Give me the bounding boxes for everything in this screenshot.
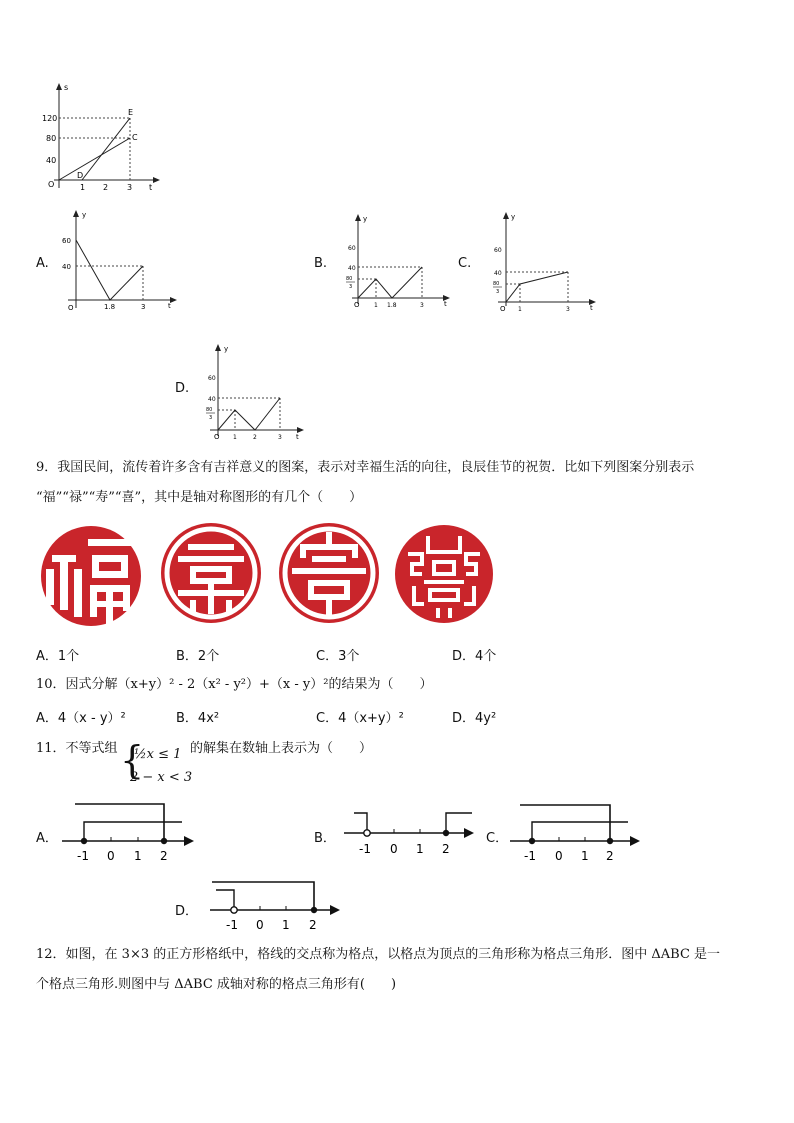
tick-1: 1 xyxy=(282,918,290,932)
q8-option-d-graph[interactable] xyxy=(196,342,308,442)
tick-3: 3 xyxy=(566,306,570,313)
tick-80-over-3-den: 3 xyxy=(349,284,353,290)
point-D: D xyxy=(77,171,84,180)
tick-60: 60 xyxy=(62,237,71,245)
tick-1: 1 xyxy=(134,849,142,863)
tick-80-over-3-num: 80 xyxy=(206,407,213,413)
q9-text-line1: 9．我国民间，流传着许多含有吉祥意义的图案，表示对幸福生活的向往，良辰佳节的祝贺．比如下列图案分别表示 xyxy=(36,460,695,475)
q12-text-line1: 12．如图，在 3×3 的正方形格纸中，格线的交点称为格点，以格点为顶点的三角形称为格点三角形．图中 ΔABC 是一 xyxy=(36,947,721,962)
tick-1: 1 xyxy=(416,842,424,856)
tick-1: 1 xyxy=(518,306,522,313)
t-axis-label: t xyxy=(296,433,299,441)
q11-option-d-label[interactable]: D． xyxy=(175,904,199,919)
q11-option-b-label[interactable]: B． xyxy=(314,831,336,846)
q8-option-a-graph[interactable] xyxy=(58,208,183,316)
tick-60: 60 xyxy=(348,245,356,252)
origin-label: O xyxy=(68,304,74,312)
tick-2: 2 xyxy=(442,842,450,856)
tick-80: 80 xyxy=(46,134,57,143)
q10-option-c[interactable]: C．4（x+y）² xyxy=(316,711,404,726)
tick-2: 2 xyxy=(253,434,257,441)
t-axis-label: t xyxy=(444,300,447,308)
tick-3: 3 xyxy=(420,302,424,309)
tick-neg1: -1 xyxy=(359,842,371,856)
origin-label: O xyxy=(214,433,220,441)
q11-ineq2: 2 − x < 3 xyxy=(130,770,193,785)
tick-60: 60 xyxy=(494,247,502,254)
t-axis-label: t xyxy=(590,304,593,312)
point-C: C xyxy=(132,133,138,142)
tick-60: 60 xyxy=(208,375,216,382)
tick-40: 40 xyxy=(348,265,356,272)
q8-main-graph xyxy=(34,80,164,195)
q11-option-b-numberline[interactable] xyxy=(338,808,480,860)
q8-option-a-label[interactable]: A. xyxy=(36,256,49,271)
tick-40: 40 xyxy=(62,263,71,271)
q8-option-b-graph[interactable] xyxy=(336,212,456,312)
q9-option-d[interactable]: D．4个 xyxy=(452,649,497,664)
tick-2: 2 xyxy=(606,849,614,863)
q11-prefix: 11．不等式组 xyxy=(36,741,118,756)
q9-option-c[interactable]: C．3个 xyxy=(316,649,360,664)
y-axis-label: y xyxy=(82,211,87,219)
t-axis-label: t xyxy=(149,183,153,192)
tick-3: 3 xyxy=(278,434,282,441)
tick-0: 0 xyxy=(555,849,563,863)
tick-1: 1 xyxy=(233,434,237,441)
tick-80-over-3-num: 80 xyxy=(493,281,500,287)
tick-2: 2 xyxy=(103,183,109,192)
tick-3: 3 xyxy=(141,303,146,311)
tick-120: 120 xyxy=(42,114,58,123)
tick-3: 3 xyxy=(127,183,133,192)
q12-text-line2: 个格点三角形.则图中与 ΔABC 成轴对称的格点三角形有( ) xyxy=(36,977,397,992)
tick-0: 0 xyxy=(107,849,115,863)
origin-label: O xyxy=(500,305,506,313)
q10-option-a[interactable]: A．4（x - y）² xyxy=(36,711,126,726)
s-axis-label: s xyxy=(64,83,69,92)
tick-1: 1 xyxy=(374,302,378,309)
origin-label: O xyxy=(354,301,360,309)
q9-text-line2: “福”“禄”“寿”“喜”，其中是轴对称图形的有几个（ ） xyxy=(36,490,363,505)
y-axis-label: y xyxy=(363,215,368,223)
tick-0: 0 xyxy=(256,918,264,932)
tick-40: 40 xyxy=(208,396,216,403)
origin-label: O xyxy=(48,180,55,189)
tick-0: 0 xyxy=(390,842,398,856)
emblem-xi xyxy=(394,524,494,624)
emblem-fu xyxy=(40,525,142,627)
q9-option-a[interactable]: A．1个 xyxy=(36,649,80,664)
q10-option-d[interactable]: D．4y² xyxy=(452,711,497,726)
point-E: E xyxy=(128,108,134,117)
q11-option-a-numberline[interactable] xyxy=(58,800,198,866)
q11-ineq1: ½x ≤ 1 xyxy=(134,747,182,762)
q8-option-d-label[interactable]: D. xyxy=(175,381,190,396)
tick-80-over-3-num: 80 xyxy=(346,276,353,282)
q11-option-d-numberline[interactable] xyxy=(206,876,346,936)
y-axis-label: y xyxy=(224,345,229,353)
tick-40: 40 xyxy=(46,156,57,165)
emblem-lu xyxy=(160,522,262,624)
q10-text: 10．因式分解（x+y）² - 2（x² - y²）+（x - y）²的结果为（ ） xyxy=(36,677,433,692)
tick-2: 2 xyxy=(309,918,317,932)
q11-option-c-label[interactable]: C． xyxy=(486,831,509,846)
tick-80-over-3-den: 3 xyxy=(209,415,213,421)
tick-1: 1 xyxy=(581,849,589,863)
q10-option-b[interactable]: B．4x² xyxy=(176,711,220,726)
tick-80-over-3-den: 3 xyxy=(496,289,500,295)
q11-suffix: 的解集在数轴上表示为（ ） xyxy=(190,741,373,756)
q11-option-c-numberline[interactable] xyxy=(506,800,646,866)
tick-40: 40 xyxy=(494,270,502,277)
q9-option-b[interactable]: B．2个 xyxy=(176,649,220,664)
tick-neg1: -1 xyxy=(226,918,238,932)
q8-option-c-graph[interactable] xyxy=(480,210,600,314)
emblem-shou xyxy=(278,522,380,624)
tick-neg1: -1 xyxy=(77,849,89,863)
tick-1-8: 1.8 xyxy=(387,302,397,309)
q11-brace: { xyxy=(120,738,145,782)
tick-2: 2 xyxy=(160,849,168,863)
y-axis-label: y xyxy=(511,213,516,221)
t-axis-label: t xyxy=(168,302,171,310)
q11-option-a-label[interactable]: A． xyxy=(36,831,58,846)
q8-option-b-label[interactable]: B. xyxy=(314,256,328,271)
tick-1-8: 1.8 xyxy=(104,303,116,311)
tick-1: 1 xyxy=(80,183,86,192)
q8-option-c-label[interactable]: C. xyxy=(458,256,472,271)
tick-neg1: -1 xyxy=(524,849,536,863)
